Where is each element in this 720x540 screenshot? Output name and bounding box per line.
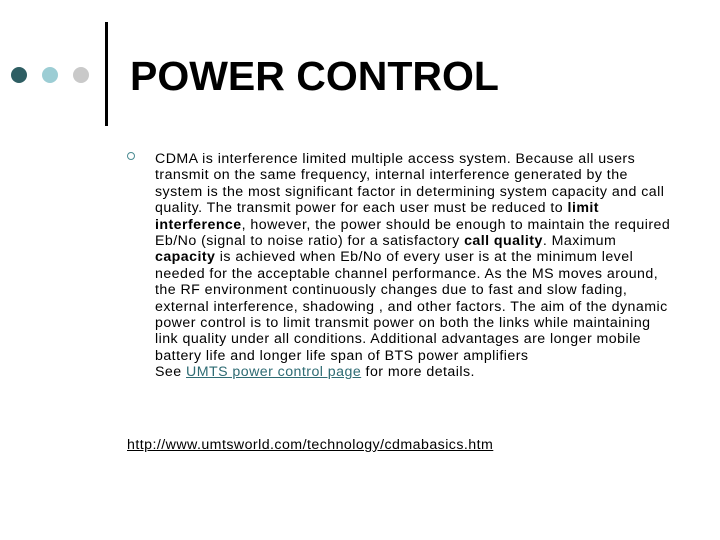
bullet-ring-icon [127, 152, 135, 160]
paragraph-text: CDMA is interference limited multiple access system. Because all users transmit on the same frequency, internal interference generated by the system is the most significant factor in determining system capacity and call quality. The transmit power for each user must be reduced to [155, 151, 665, 217]
bullet-paragraph [155, 151, 675, 381]
accent-dot-dark [11, 67, 27, 83]
accent-dot-grey [73, 67, 89, 83]
slide-title: POWER CONTROL [130, 53, 499, 99]
source-url-link[interactable]: http://www.umtsworld.com/technology/cdmabasics.htm [127, 437, 494, 453]
see-suffix: for more details. [361, 364, 475, 381]
emphasis-limit-interference: limit interference [155, 200, 599, 233]
emphasis-call-quality: call quality [464, 233, 543, 250]
paragraph-text: is achieved when Eb/No of every user is at the minimum level needed for the acceptable channel performance. As the MS moves around, the RF environment continuously changes due to fast and slow fading, external interference, shadowing , and other factors. The aim of the dynamic power control is to limit transmit power on both the links while maintaining link quality under all conditions. Additional advantages are longer mobile battery life and longer life span of BTS power amplifiers [155, 249, 668, 364]
umts-power-control-link[interactable]: UMTS power control page [186, 364, 362, 381]
emphasis-capacity: capacity [155, 249, 216, 266]
paragraph-text: . Maximum [542, 233, 617, 250]
accent-dot-teal [42, 67, 58, 83]
see-prefix: See [155, 364, 186, 381]
title-divider [105, 22, 108, 126]
paragraph-text: , however, the power should be enough to maintain the required Eb/No (signal to noise ratio) for a satisfactory [155, 216, 671, 250]
